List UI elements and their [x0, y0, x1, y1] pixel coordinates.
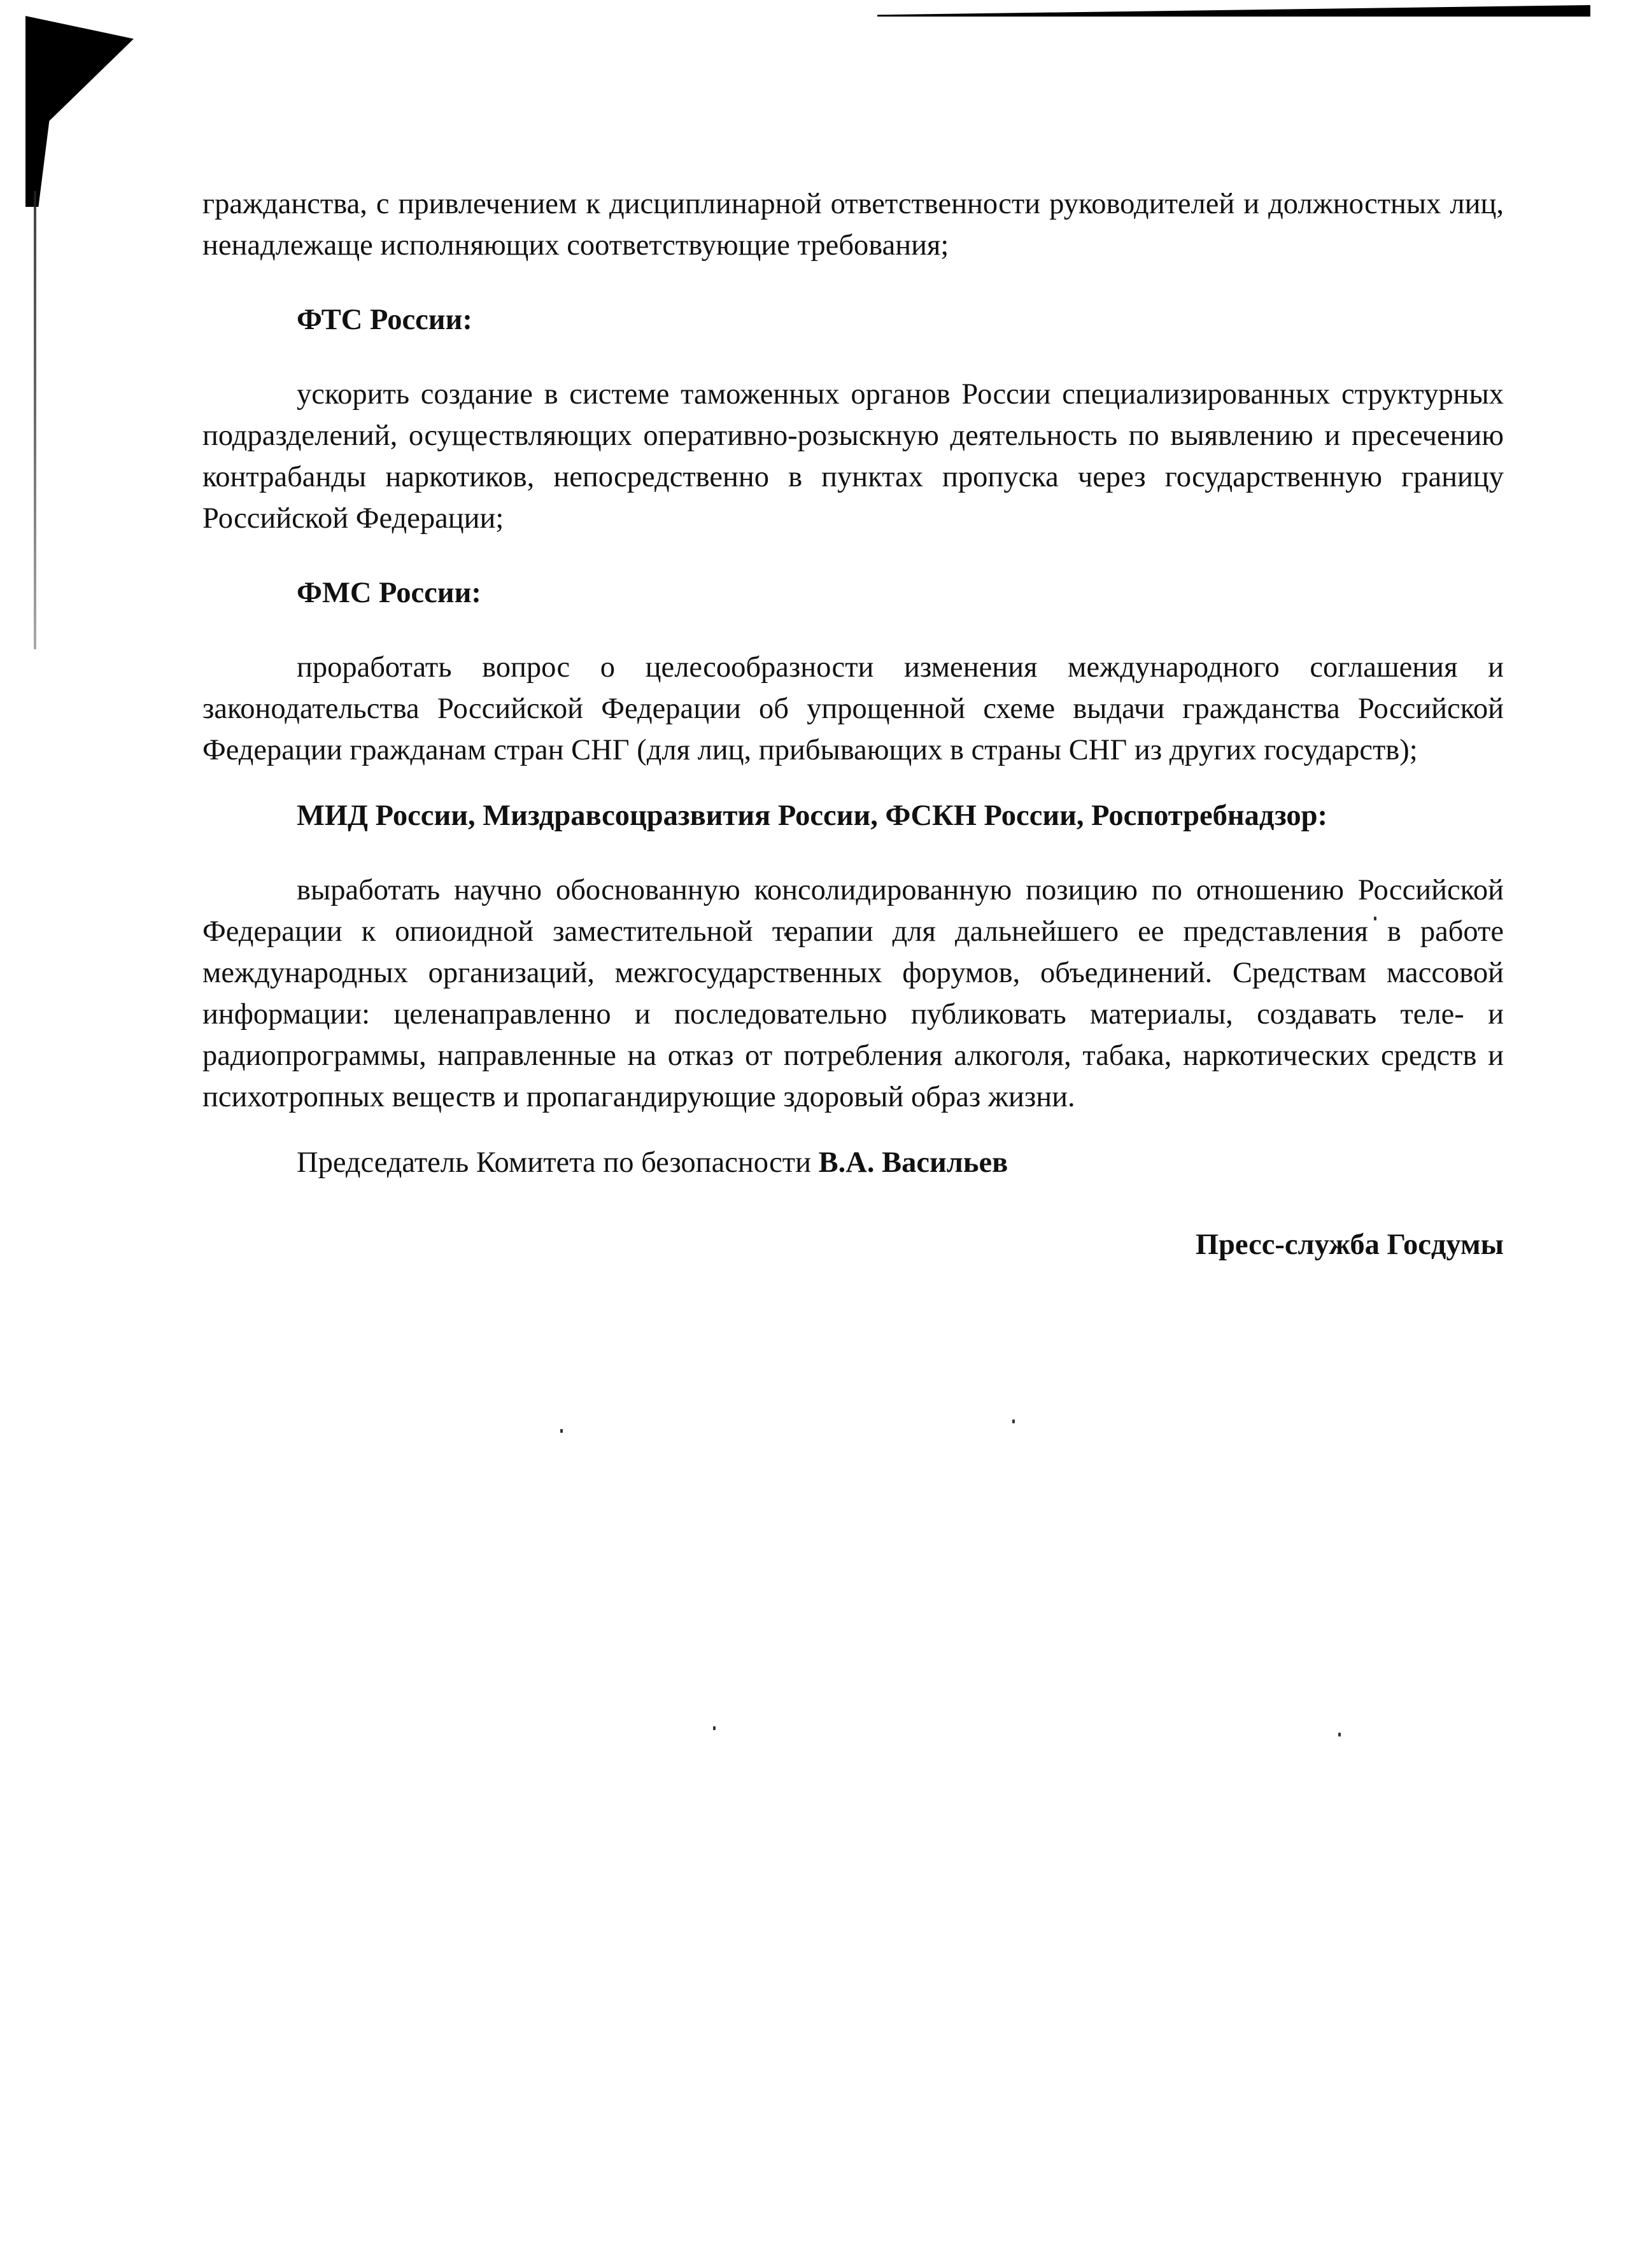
document-page: [202, 183, 1504, 1265]
section-heading-fms: ФМС России:: [297, 577, 481, 609]
scan-speck: [1338, 1733, 1341, 1736]
intro-paragraph: гражданства, с привлечением к дисциплинарной ответственности руководителей и должностных лиц, ненадлежаще исполняющих соответствующие требования;: [202, 188, 1504, 262]
signature-line: [202, 1142, 1504, 1183]
section-text-mid-group: выработать научно обоснованную консолидированную позицию по отношению Российской Федерации к опиоидной заместительной терапии для дальнейшего ее представления в работе международных организаций, межгосударственных форумов, объединений. Средствам массовой информации: целенаправленно и последовательно публиковать материалы, создавать теле- и радиопрограммы, направленные на отказ от потребления алкоголя, табака, наркотических средств и психотропных веществ и пропагандирующие здоровый образ жизни.: [202, 874, 1504, 1113]
scan-speck: [560, 1429, 563, 1433]
section-heading-mid-group: МИД России, Миздравсоцразвития России, ФСКН России, Роспотребнадзор:: [297, 799, 1328, 832]
signature-title: Председатель Комитета по безопасности: [297, 1146, 811, 1179]
section-heading-fts: ФТС России:: [297, 304, 472, 336]
scan-edge-left: [34, 191, 36, 649]
scan-speck: [1012, 1419, 1015, 1423]
section-text-fts: ускорить создание в системе таможенных органов России специализированных структурных подразделений, осуществляющих оперативно-розыскную деятельность по выявлению и пресечению контрабанды наркотиков, непосредственно в пунктах пропуска через государственную границу Российской Федерации;: [202, 378, 1504, 535]
scan-speck: [713, 1726, 716, 1730]
section-text-fms: проработать вопрос о целесообразности изменения международного соглашения и законодательства Российской Федерации об упрощенной схеме выдачи гражданства Российской Федерации гражданам стран СНГ (для лиц, прибывающих в страны СНГ из других государств);: [202, 651, 1504, 766]
signature-name: В.А. Васильев: [818, 1146, 1008, 1179]
scan-shadow-top: [877, 5, 1590, 17]
scan-shadow-left: [25, 16, 134, 207]
press-service: Пресс-служба Госдумы: [1195, 1229, 1504, 1261]
